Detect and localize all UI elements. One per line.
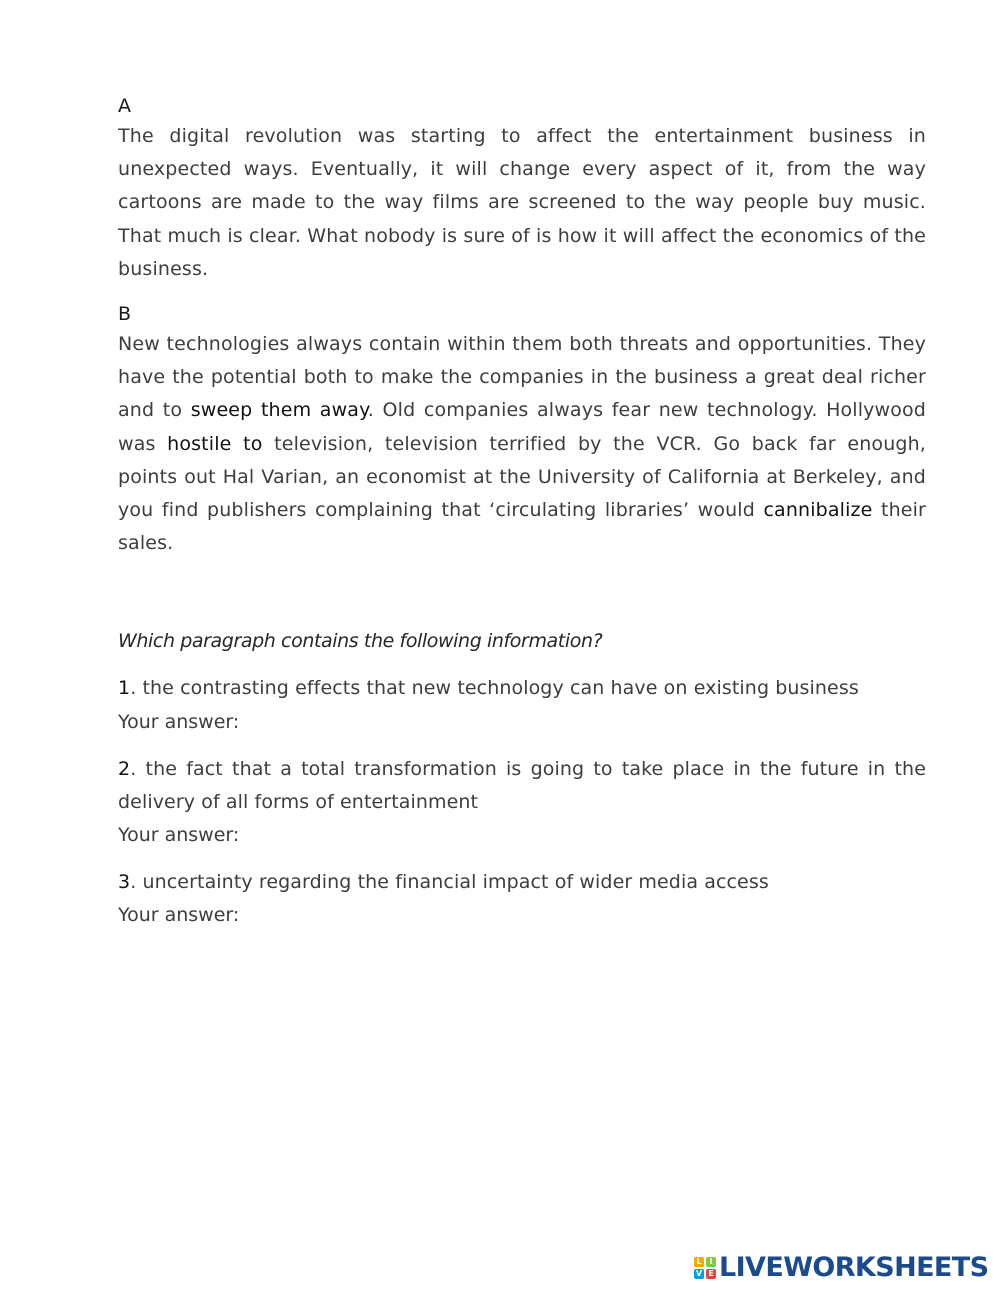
question-3-number: 3 [118, 871, 131, 894]
paragraph-a-segment: The digital revolution was starting to affect the entertainment business in unexpected ways. Eventually, it will change every aspect of it, from the way cartoons are made to the way films are screened to the way people buy music. That much is clear. What nobody is sure of is how it will affect the economics of the business. [118, 125, 926, 280]
instruction-text: Which paragraph contains the following information? [118, 630, 603, 653]
question-3 [118, 866, 926, 932]
question-1-number: 1 [118, 677, 131, 700]
keyword-cannibalize: cannibalize [763, 499, 873, 522]
live-icon [694, 1257, 716, 1279]
logo-text: LIVEWORKSHEETS [719, 1252, 989, 1283]
question-1-body: . the contrasting effects that new technology can have on existing business [130, 677, 859, 700]
question-2-answer-label[interactable]: Your answer: [118, 824, 240, 847]
paragraph-b-segment: . Old companies always fear new technology. Hollywood was [118, 399, 927, 455]
question-2 [118, 753, 926, 852]
paragraph-a-letter: A [118, 95, 131, 117]
worksheet-page [118, 92, 926, 946]
question-1 [118, 672, 926, 738]
question-3-answer-label[interactable]: Your answer: [118, 904, 240, 927]
question-1-text [118, 672, 926, 705]
question-2-text [118, 753, 926, 819]
paragraph-b [118, 300, 926, 560]
paragraph-b-letter: B [118, 303, 132, 326]
logo-mark-letter: I [706, 1257, 716, 1267]
keyword-sweep-them-away: sweep them away [190, 399, 368, 422]
paragraph-b-segment: television, television terrified by the VCR. Go back far enough, points out Hal Varian, an economist at the University of California at Berkeley, and you find publishers complaining that ‘circulating libraries’ would [118, 432, 926, 522]
question-3-text [118, 866, 926, 899]
logo-mark-letter: L [694, 1257, 704, 1267]
question-2-body: . the fact that a total transformation is going to take place in the future in the delivery of all forms of entertainment [118, 757, 926, 813]
paragraph-b-text [118, 328, 926, 560]
question-3-body: . uncertainty regarding the financial impact of wider media access [130, 871, 769, 894]
logo-mark-letter: V [695, 1269, 703, 1278]
paragraph-b-segment: their sales. [118, 499, 926, 555]
paragraph-b-segment: New technologies always contain within them both threats and opportunities. They have the potential both to make the companies in the business a great deal richer and to [118, 333, 926, 422]
keyword-hostile-to: hostile to [167, 432, 263, 455]
section-spacer [118, 574, 926, 625]
paragraph-a [118, 92, 926, 286]
logo-mark-letter: E [706, 1269, 716, 1279]
paragraph-a-text [118, 120, 926, 286]
question-1-answer-label[interactable]: Your answer: [118, 710, 240, 733]
question-2-number: 2 [118, 757, 131, 780]
liveworksheets-logo [694, 1253, 988, 1283]
